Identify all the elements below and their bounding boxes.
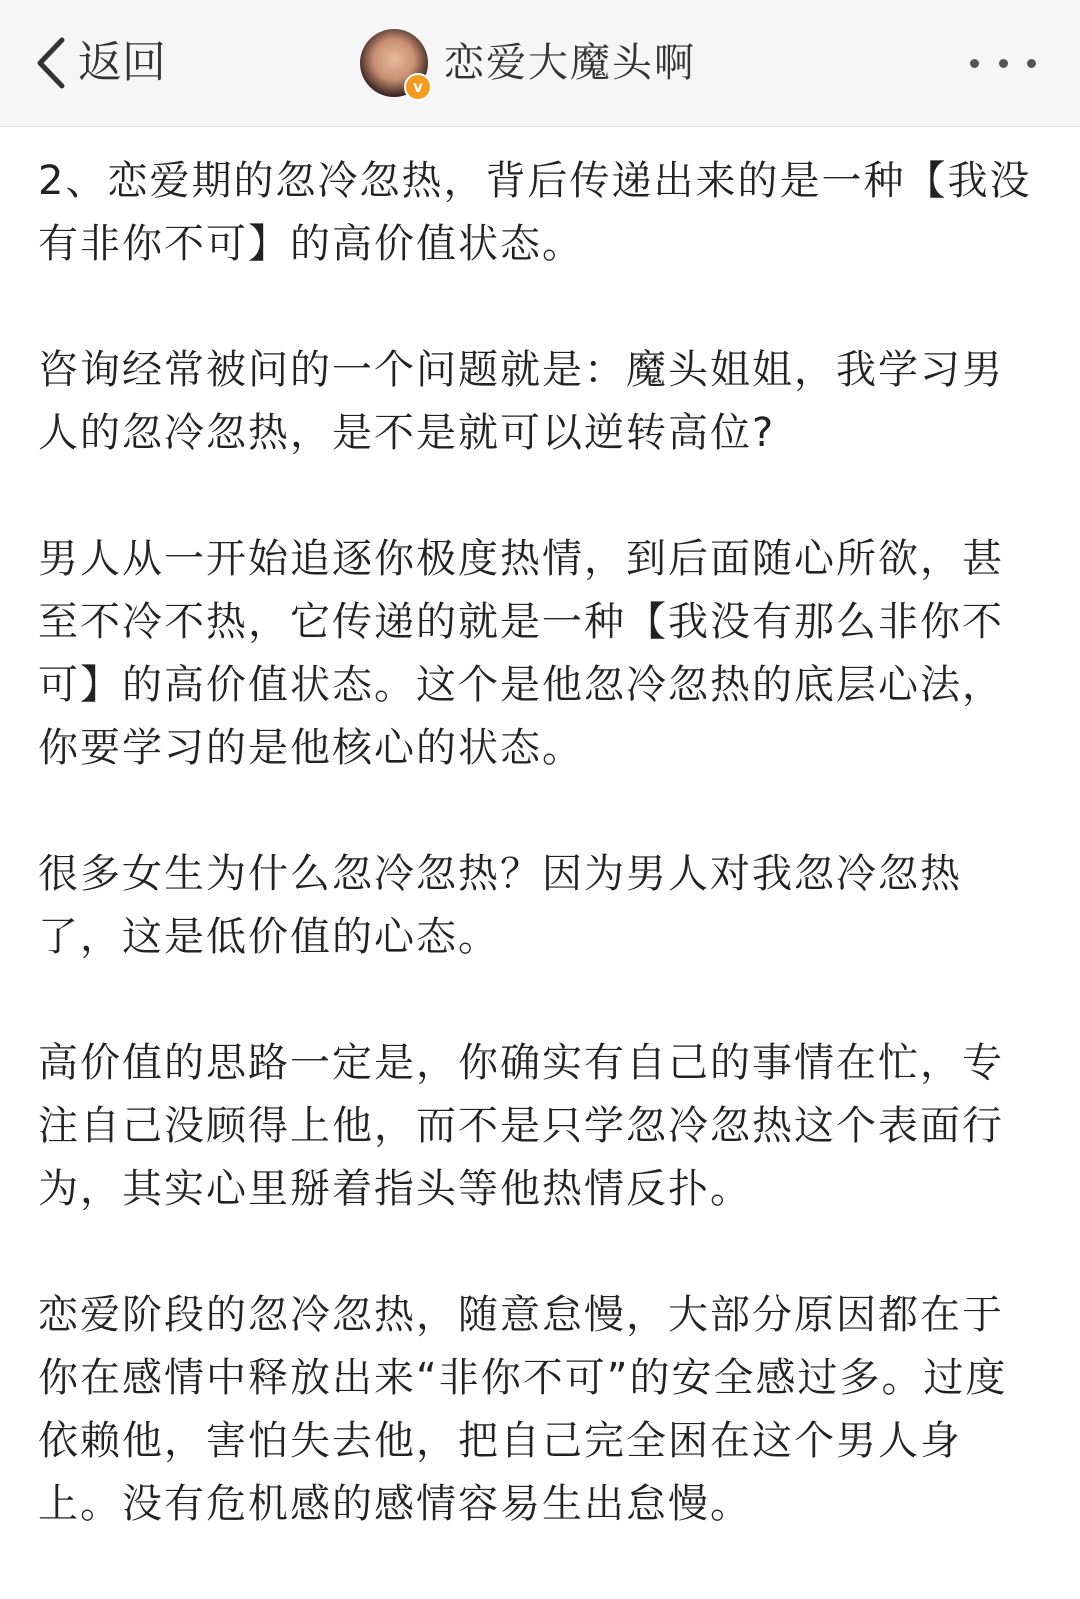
article-paragraph: 恋爱阶段的忽冷忽热，随意怠慢，大部分原因都在于你在感情中释放出来“非你不可”的安全感过多。过度依赖他，害怕失去他，把自己完全困在这个男人身上。没有危机感的感情容易生出怠慢。	[38, 1292, 1008, 1527]
article-paragraph: 高价值的思路一定是，你确实有自己的事情在忙，专注自己没顾得上他，而不是只学忽冷忽热这个表面行为，其实心里掰着指头等他热情反扑。	[38, 1040, 1004, 1212]
avatar[interactable]	[360, 29, 428, 97]
article-paragraph: 很多女生为什么忽冷忽热？因为男人对我忽冷忽热了，这是低价值的心态。	[38, 851, 962, 960]
chevron-left-icon	[30, 30, 74, 96]
more-dot-icon	[999, 59, 1008, 68]
back-button[interactable]	[30, 30, 166, 96]
article-paragraph: 男人从一开始追逐你极度热情，到后面随心所欲，甚至不冷不热，它传递的就是一种【我没有那么非你不可】的高价值状态。这个是他忽冷忽热的底层心法，你要学习的是他核心的状态。	[38, 536, 1004, 771]
article-paragraph: 2、恋爱期的忽冷忽热，背后传递出来的是一种【我没有非你不可】的高价值状态。	[38, 158, 1032, 267]
top-navigation-bar	[0, 0, 1080, 127]
back-label: 返回	[78, 37, 166, 88]
article-body	[38, 150, 1040, 1599]
more-dot-icon	[970, 59, 979, 68]
profile-header[interactable]	[360, 28, 696, 98]
more-options-button[interactable]	[970, 56, 1036, 70]
more-dot-icon	[1027, 59, 1036, 68]
article-paragraph: 咨询经常被问的一个问题就是：魔头姐姐，我学习男人的忽冷忽热，是不是就可以逆转高位?	[38, 347, 1004, 456]
username[interactable]: 恋爱大魔头啊	[444, 40, 696, 86]
verified-badge-icon: v	[404, 73, 432, 101]
